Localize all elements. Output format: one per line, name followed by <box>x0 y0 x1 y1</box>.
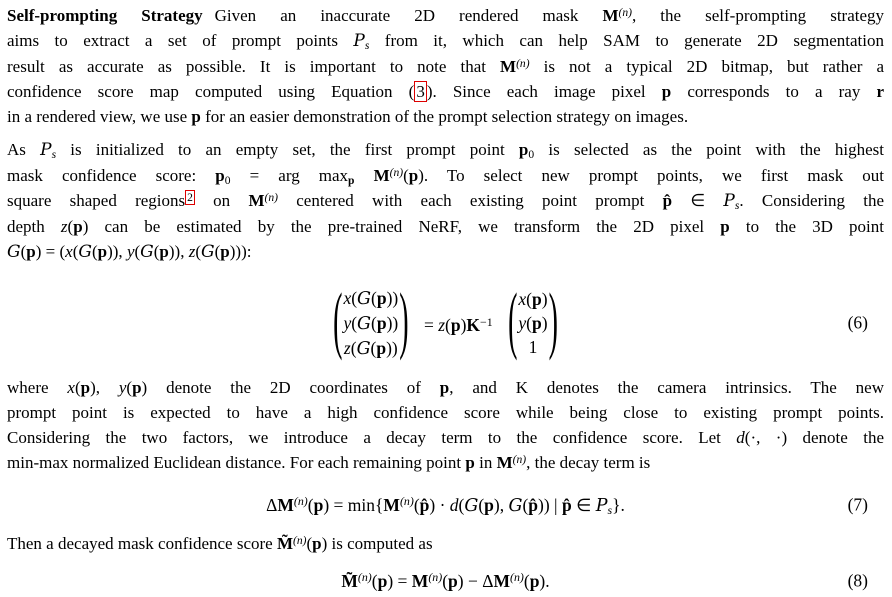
text-run: p <box>191 107 201 126</box>
text-run: p <box>97 242 108 261</box>
text-run: p <box>450 315 461 335</box>
text-run: (n) <box>389 165 404 179</box>
text-run: ) <box>541 313 548 333</box>
text-run: G <box>508 495 523 516</box>
text-run: in <box>474 453 497 472</box>
text-run: ) can be estimated by the pre-trained NeRF, we transform the 2D pixel <box>82 217 721 236</box>
text-line <box>7 214 884 239</box>
text-line <box>7 3 884 28</box>
text-run: p <box>448 570 458 591</box>
text-run: p̂ <box>419 494 430 515</box>
text-run: ( <box>370 337 377 358</box>
text-run: M̃ <box>341 570 358 591</box>
text-run: G <box>7 242 21 262</box>
equation-7-body <box>266 495 625 516</box>
equation-7 <box>7 489 884 521</box>
text-run: z <box>60 217 68 236</box>
text-run: min-max normalized Euclidean distance. For each remaining point <box>7 453 466 472</box>
text-run: Given an inaccurate 2D rendered mask <box>214 6 603 25</box>
matrix-row <box>529 335 538 359</box>
text-run: p̂ <box>561 494 572 515</box>
text-run: ( <box>91 242 98 261</box>
text-run: ( <box>458 494 465 515</box>
text-run: (n) <box>428 570 443 585</box>
equation-6 <box>7 281 884 365</box>
text-run: p <box>376 287 387 308</box>
text-run: is initialized to an empty set, the first prompt point <box>56 140 519 159</box>
text-run: ( <box>478 494 485 515</box>
text-run: depth <box>7 217 61 236</box>
text-run: ) = ( <box>35 242 66 261</box>
text-run: )) | <box>538 494 562 515</box>
text-run: ( <box>350 337 357 358</box>
text-run: p <box>532 313 542 333</box>
text-run: p <box>73 217 83 236</box>
matrix-row <box>518 311 547 335</box>
text-run: ), <box>493 494 509 515</box>
text-run: p̂ <box>662 191 673 210</box>
text-run: ( <box>371 312 377 333</box>
text-line <box>7 79 884 104</box>
text-line <box>7 188 884 214</box>
text-run: (n) <box>509 570 524 585</box>
text-run: G <box>140 242 154 262</box>
text-run: ( <box>413 494 420 515</box>
text-run: M <box>496 453 513 472</box>
text-run: ). <box>539 570 550 591</box>
text-run: ( <box>351 312 358 333</box>
text-run: mask confidence score: <box>7 166 216 185</box>
text-run: (n) <box>357 570 372 585</box>
lhs-vector-column <box>343 286 398 361</box>
text-run: ( <box>134 242 141 261</box>
left-paren: ( <box>508 279 518 364</box>
text-line <box>7 239 884 265</box>
text-run: , the self-prompting strategy <box>632 6 885 25</box>
text-run: s <box>364 39 370 53</box>
left-paren: ( <box>333 279 343 364</box>
text-run: ( <box>195 242 202 261</box>
text-run: G <box>78 242 92 262</box>
text-run: where <box>7 378 68 397</box>
text-run: ) is computed as <box>321 534 433 553</box>
text-run: G <box>357 288 372 309</box>
text-line <box>7 54 884 79</box>
matrix-row <box>344 336 398 361</box>
equation-number-8: (8) <box>847 570 868 591</box>
text-run: )), <box>168 242 189 261</box>
text-run: Self-prompting Strategy <box>7 6 203 25</box>
text-run: ( <box>307 494 314 515</box>
text-run: y <box>118 378 127 397</box>
text-run: ( <box>153 242 160 261</box>
text-run: = arg max <box>230 166 349 185</box>
text-run: )) <box>386 337 398 358</box>
text-run: ( <box>522 494 529 515</box>
text-run: confidence score map computed using Equation ( <box>7 82 415 101</box>
text-run: x <box>343 287 352 308</box>
text-run: p <box>312 534 322 553</box>
text-run: corresponds to a ray <box>671 82 877 101</box>
text-run: M <box>493 570 510 591</box>
text-run: (n) <box>512 452 527 466</box>
text-run: result as accurate as possible. It is important to note that <box>7 57 501 76</box>
text-line <box>7 163 884 188</box>
text-run: (n) <box>516 56 530 70</box>
text-run: , the decay term is <box>526 453 651 472</box>
equation-6-middle <box>424 315 493 335</box>
text-run: p <box>484 494 494 515</box>
text-run: s <box>607 502 613 517</box>
text-run: Δ <box>266 494 278 515</box>
text-run: (n) <box>293 494 308 509</box>
text-run: aims to extract a set of prompt points <box>7 31 354 50</box>
text-run: p <box>313 494 324 515</box>
text-run: G <box>464 495 479 516</box>
text-run: y <box>343 312 352 333</box>
matrix-row <box>343 286 398 311</box>
text-run: ( <box>72 242 79 261</box>
text-run: p <box>720 217 730 236</box>
text-run: ) <box>460 315 467 335</box>
text-run: −1 <box>480 314 493 329</box>
text-run: ) = <box>387 570 412 591</box>
text-run: = <box>423 315 439 335</box>
text-run: z <box>438 315 446 335</box>
text-run: for an easier demonstration of the prompt selection strategy on images. <box>200 107 689 126</box>
text-run: K <box>466 315 481 335</box>
text-run: ( <box>371 570 378 591</box>
rhs-vector <box>507 279 559 364</box>
text-run: ( <box>20 242 27 261</box>
matrix-row <box>343 311 398 336</box>
text-run: M <box>248 191 265 210</box>
text-run: prompt point is expected to have a high confidence score while being close to existing prompt points. <box>7 403 884 422</box>
text-run: 0 <box>224 174 231 188</box>
text-run: y <box>126 242 135 261</box>
text-run: ( <box>67 217 74 236</box>
reference-link[interactable]: 2 <box>187 190 193 204</box>
text-run: ∈ <box>672 191 724 210</box>
text-run: p <box>80 378 91 397</box>
text-run: ) = min{ <box>323 494 384 515</box>
text-run: ))): <box>229 242 252 261</box>
text-run: p <box>132 378 142 397</box>
text-run: )) <box>386 287 399 308</box>
text-run: p <box>661 82 672 101</box>
text-run: (n) <box>293 533 307 547</box>
text-line <box>7 450 884 475</box>
text-run: P <box>723 191 735 211</box>
text-run: ( <box>526 289 532 309</box>
text-run: p <box>376 337 387 358</box>
text-line <box>7 104 884 129</box>
text-run: p <box>348 174 355 188</box>
text-run: , and K denotes the camera intrinsics. The new <box>449 378 884 397</box>
equation-number-7: (7) <box>847 494 868 515</box>
text-run: (n) <box>264 190 278 204</box>
text-run: . Considering the <box>739 191 885 210</box>
text-run: ). Since each image pixel <box>426 82 662 101</box>
text-run: z <box>343 337 351 358</box>
text-run: ∈ <box>571 494 596 515</box>
text-run: p <box>465 453 475 472</box>
text-run: ) denote the 2D coordinates of <box>141 378 440 397</box>
text-run: (n) <box>399 494 414 509</box>
text-run: M̃ <box>276 534 294 553</box>
text-run: As <box>7 140 41 159</box>
text-run: M <box>277 494 294 515</box>
text-run: )) <box>386 312 399 333</box>
text-run: P <box>40 140 52 160</box>
text-run: G <box>201 242 215 262</box>
text-run: ). To select new prompt points, we first mask out <box>418 166 885 185</box>
rhs-vector-column <box>518 287 547 359</box>
right-paren: ) <box>548 279 558 364</box>
paragraph-decay-term <box>7 375 884 475</box>
text-run <box>354 166 373 185</box>
text-run: M <box>500 57 517 76</box>
text-run: to the 3D point <box>729 217 884 236</box>
text-run: M <box>602 6 619 25</box>
text-line <box>7 375 884 400</box>
text-run: ( <box>526 313 532 333</box>
text-run: s <box>51 148 57 162</box>
text-run: ( <box>442 570 449 591</box>
equation-8 <box>7 565 884 597</box>
lhs-vector <box>332 279 409 364</box>
text-run: Considering the two factors, we introduce a decay term to the confidence score. Let <box>7 428 737 447</box>
text-run: centered with each existing point prompt <box>277 191 663 210</box>
text-run: s <box>734 199 740 213</box>
text-run: P <box>595 495 608 516</box>
text-run: p <box>408 166 419 185</box>
text-line <box>7 425 884 450</box>
text-run: ( <box>306 534 313 553</box>
equation-8-body <box>341 571 549 592</box>
text-run: ) · <box>429 494 450 515</box>
text-line <box>7 137 884 163</box>
text-run: p <box>376 312 387 333</box>
matrix-row <box>518 287 547 311</box>
text-run: d <box>449 494 459 515</box>
text-run: is not a typical 2D bitmap, but rather a <box>529 57 885 76</box>
text-run: }. <box>612 494 625 515</box>
text-run: M <box>373 166 390 185</box>
text-run: is selected as the point with the highest <box>534 140 884 159</box>
text-run: )), <box>107 242 127 261</box>
reference-link[interactable]: 3 <box>416 82 425 101</box>
text-run: in a rendered view, we use <box>7 107 192 126</box>
text-run: ), <box>90 378 119 397</box>
text-run: ( <box>403 166 409 185</box>
text-run: p <box>220 242 230 261</box>
text-run: p <box>377 570 388 591</box>
text-run: p <box>439 378 450 397</box>
text-run: M <box>383 494 400 515</box>
text-run: G <box>357 313 372 334</box>
text-run: p <box>26 242 36 261</box>
text-line <box>7 400 884 425</box>
text-run: x <box>65 242 73 261</box>
text-run: y <box>518 313 527 333</box>
text-run: square shaped regions <box>7 191 186 210</box>
text-run: ( <box>74 378 81 397</box>
text-run: 0 <box>528 148 535 162</box>
paragraph-self-prompting-strategy <box>7 3 884 129</box>
text-line <box>7 531 884 556</box>
text-run: p̂ <box>528 494 539 515</box>
text-run: ( <box>523 570 530 591</box>
text-run: x <box>518 289 527 309</box>
text-run: ( <box>351 287 358 308</box>
text-run: ( <box>371 287 377 308</box>
text-run: G <box>356 338 371 359</box>
text-run: ) <box>541 289 548 309</box>
text-run: p <box>532 289 542 309</box>
equation-6-body <box>332 279 559 364</box>
text-run: x <box>67 378 75 397</box>
text-run: d <box>736 428 745 447</box>
text-run: r <box>876 82 884 101</box>
text-run: ( <box>445 315 451 335</box>
paragraph-prompt-point-selection <box>7 137 884 265</box>
text-run: (n) <box>618 5 632 19</box>
text-run: p <box>518 140 529 159</box>
text-run: p <box>529 570 540 591</box>
text-run: ( <box>126 378 133 397</box>
text-run: Then a decayed mask confidence score <box>7 534 277 553</box>
text-run: p <box>159 242 169 261</box>
text-run: 1 <box>528 337 538 357</box>
text-run: from it, which can help SAM to generate 2D segmentation <box>369 31 884 50</box>
equation-number-6: (6) <box>847 312 868 333</box>
text-run: p <box>215 166 225 185</box>
text-run: z <box>188 242 196 261</box>
text-run: ( <box>214 242 221 261</box>
text-run: P <box>353 31 365 51</box>
text-run: ) − Δ <box>457 570 494 591</box>
text-run: on <box>194 191 249 210</box>
paragraph-decayed-score <box>7 531 884 556</box>
text-run: (·, ·) denote the <box>744 428 885 447</box>
text-line <box>7 28 884 54</box>
right-paren: ) <box>399 279 409 364</box>
text-run: M <box>411 570 429 591</box>
